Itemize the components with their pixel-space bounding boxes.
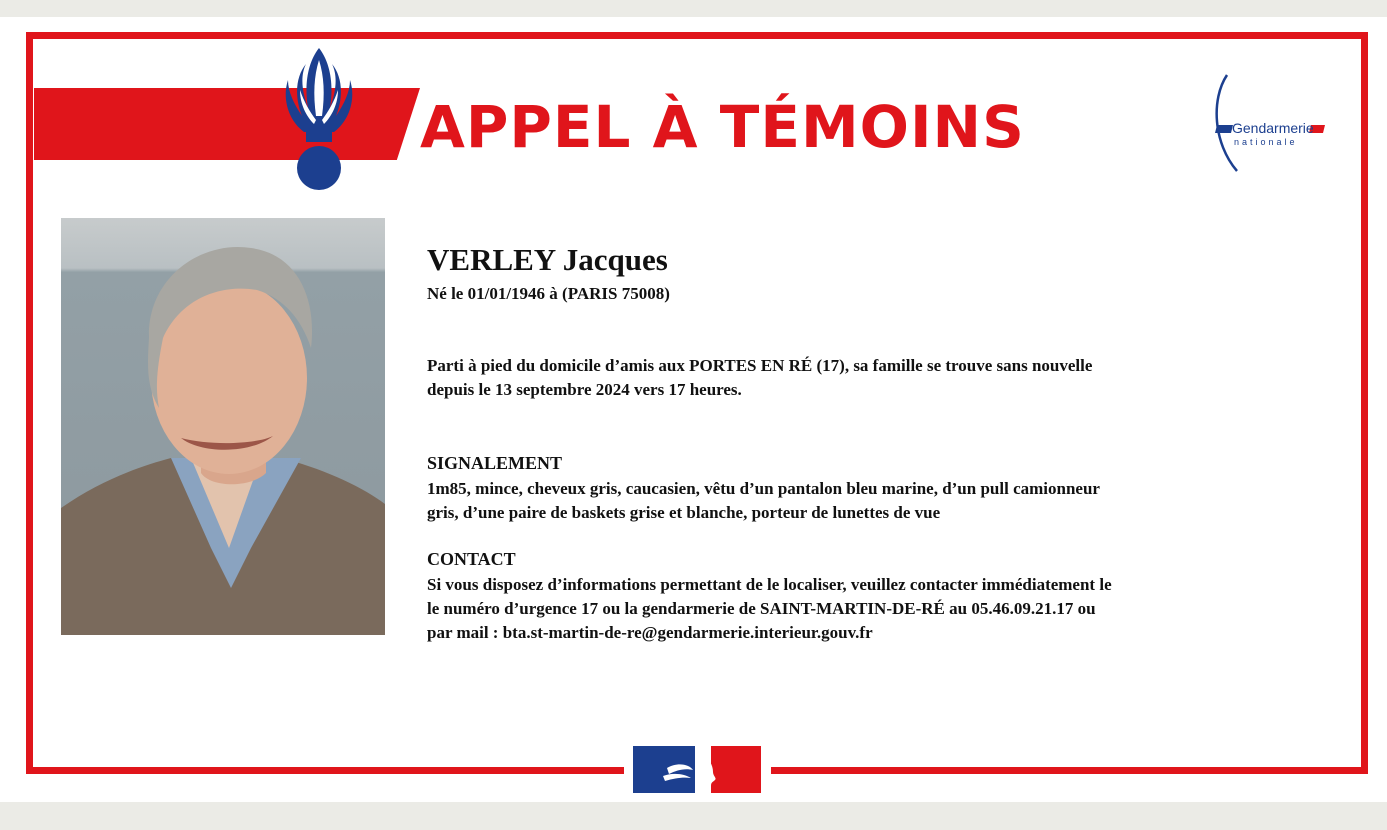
contact-line: par mail : bta.st-martin-de-re@gendarmerie.interieur.gouv.fr (427, 623, 873, 642)
signalement-block (427, 477, 1100, 525)
description-block (427, 354, 1092, 402)
grenade-emblem-icon (278, 46, 360, 194)
birth-info: Né le 01/01/1946 à (PARIS 75008) (427, 284, 670, 303)
signalement-heading: SIGNALEMENT (427, 453, 563, 473)
contact-block (427, 573, 1112, 645)
signalement-line: gris, d’une paire de baskets grise et blanche, porteur de lunettes de vue (427, 503, 941, 522)
frame-bottom-left (26, 767, 624, 774)
description-line: depuis le 13 septembre 2024 vers 17 heures. (427, 380, 742, 399)
logo-text: Gendarmerie (1232, 120, 1314, 136)
description-line: Parti à pied du domicile d’amis aux PORTES EN RÉ (17), sa famille se trouve sans nouvelle (427, 356, 1093, 375)
page-title: APPEL À TÉMOINS (420, 93, 1025, 161)
marianne-logo-icon (633, 746, 761, 793)
signalement-line: 1m85, mince, cheveux gris, caucasien, vêtu d’un pantalon bleu marine, d’un pull camionneur (427, 479, 1100, 498)
contact-heading: CONTACT (427, 549, 516, 569)
missing-person-photo (61, 218, 385, 635)
header-band (34, 88, 420, 160)
logo-subtext: nationale (1234, 137, 1298, 147)
contact-line: le numéro d’urgence 17 ou la gendarmerie de SAINT-MARTIN-DE-RÉ au 05.46.09.21.17 ou (427, 599, 1096, 618)
contact-line: Si vous disposez d’informations permettant de le localiser, veuillez contacter immédiatement le (427, 575, 1112, 594)
person-name: VERLEY Jacques (427, 242, 668, 277)
frame-bottom-right (771, 767, 1368, 774)
